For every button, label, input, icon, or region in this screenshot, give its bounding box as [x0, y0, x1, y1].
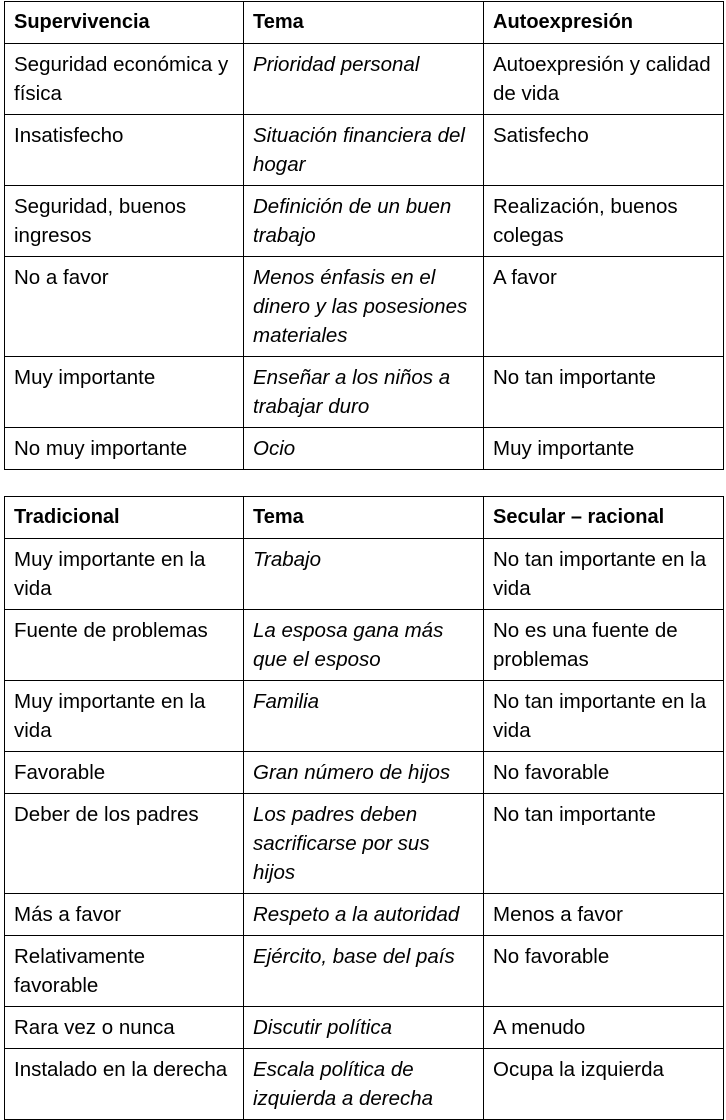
table-row: [5, 936, 724, 1007]
cell-theme: Ocio: [244, 428, 484, 470]
table-row: [5, 1049, 724, 1120]
table-row: [5, 1007, 724, 1049]
cell-theme: Prioridad personal: [244, 44, 484, 115]
cell-left-value: No muy importante: [5, 428, 244, 470]
cell-left-value: Muy importante: [5, 357, 244, 428]
cell-theme: Familia: [244, 681, 484, 752]
traditional-vs-secular-table: [4, 496, 724, 1120]
cell-left-value: Instalado en la derecha: [5, 1049, 244, 1120]
cell-left-value: Seguridad económica y física: [5, 44, 244, 115]
cell-right-value: A menudo: [484, 1007, 724, 1049]
cell-left-value: Fuente de problemas: [5, 610, 244, 681]
cell-right-value: No es una fuente de problemas: [484, 610, 724, 681]
column-header-survival: Supervivencia: [5, 2, 244, 44]
cell-right-value: Autoexpresión y calidad de vida: [484, 44, 724, 115]
cell-theme: Definición de un buen trabajo: [244, 186, 484, 257]
cell-right-value: A favor: [484, 257, 724, 357]
table-row: [5, 539, 724, 610]
cell-theme: Ejército, base del país: [244, 936, 484, 1007]
cell-left-value: Favorable: [5, 752, 244, 794]
cell-left-value: Más a favor: [5, 894, 244, 936]
cell-right-value: Realización, buenos colegas: [484, 186, 724, 257]
cell-right-value: No tan importante: [484, 357, 724, 428]
cell-left-value: Muy importante en la vida: [5, 681, 244, 752]
cell-right-value: Ocupa la izquierda: [484, 1049, 724, 1120]
table-row: [5, 681, 724, 752]
table-header-row: [5, 497, 724, 539]
cell-right-value: Menos a favor: [484, 894, 724, 936]
table-row: [5, 894, 724, 936]
cell-right-value: Satisfecho: [484, 115, 724, 186]
table-row: [5, 257, 724, 357]
cell-left-value: Seguridad, buenos ingresos: [5, 186, 244, 257]
cell-theme: Situación financiera del hogar: [244, 115, 484, 186]
survival-vs-self-expression-table: [4, 1, 724, 470]
table-row: [5, 115, 724, 186]
column-header-secular-rational: Secular – racional: [484, 497, 724, 539]
table-row: [5, 44, 724, 115]
column-header-theme: Tema: [244, 497, 484, 539]
table-row: [5, 428, 724, 470]
cell-left-value: No a favor: [5, 257, 244, 357]
table-row: [5, 357, 724, 428]
cell-theme: Discutir política: [244, 1007, 484, 1049]
column-header-theme: Tema: [244, 2, 484, 44]
cell-theme: Trabajo: [244, 539, 484, 610]
cell-right-value: No tan importante en la vida: [484, 681, 724, 752]
cell-left-value: Insatisfecho: [5, 115, 244, 186]
cell-theme: Menos énfasis en el dinero y las posesiones materiales: [244, 257, 484, 357]
cell-right-value: No tan importante en la vida: [484, 539, 724, 610]
cell-theme: Escala política de izquierda a derecha: [244, 1049, 484, 1120]
cell-left-value: Relativamente favorable: [5, 936, 244, 1007]
column-header-self-expression: Autoexpresión: [484, 2, 724, 44]
cell-right-value: Muy importante: [484, 428, 724, 470]
cell-left-value: Muy importante en la vida: [5, 539, 244, 610]
cell-theme: Gran número de hijos: [244, 752, 484, 794]
cell-right-value: No favorable: [484, 936, 724, 1007]
table-row: [5, 794, 724, 894]
table-row: [5, 186, 724, 257]
cell-theme: Los padres deben sacrificarse por sus hijos: [244, 794, 484, 894]
cell-theme: Enseñar a los niños a trabajar duro: [244, 357, 484, 428]
table-header-row: [5, 2, 724, 44]
column-header-traditional: Tradicional: [5, 497, 244, 539]
table-row: [5, 610, 724, 681]
cell-left-value: Deber de los padres: [5, 794, 244, 894]
cell-right-value: No tan importante: [484, 794, 724, 894]
cell-theme: Respeto a la autoridad: [244, 894, 484, 936]
cell-left-value: Rara vez o nunca: [5, 1007, 244, 1049]
cell-theme: La esposa gana más que el esposo: [244, 610, 484, 681]
cell-right-value: No favorable: [484, 752, 724, 794]
table-row: [5, 752, 724, 794]
